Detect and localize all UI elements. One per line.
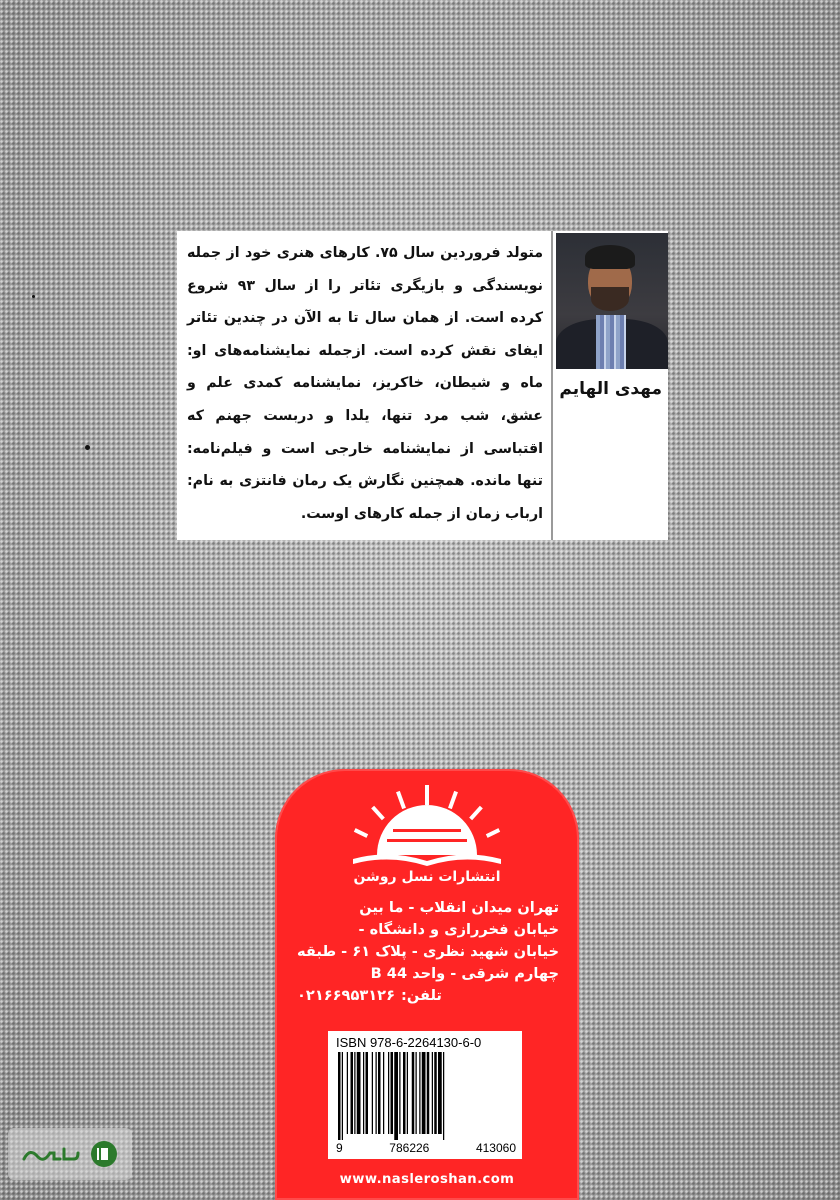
barcode-bar xyxy=(434,1052,437,1134)
ean-digits-middle: 786226 xyxy=(389,1141,430,1155)
ketabrah-watermark xyxy=(8,1128,132,1180)
barcode-bar xyxy=(407,1052,408,1134)
barcode-bar xyxy=(412,1052,415,1134)
barcode-bar xyxy=(376,1052,377,1134)
barcode-bar xyxy=(438,1052,442,1134)
barcode-bar xyxy=(372,1052,373,1134)
barcode-bar xyxy=(347,1052,348,1134)
barcode-bar xyxy=(432,1052,433,1134)
address-line: تهران میدان انقلاب - ما بین xyxy=(359,899,559,916)
barcode-bar xyxy=(419,1052,420,1134)
publisher-website[interactable]: www.nasleroshan.com xyxy=(339,1172,515,1187)
barcode-bar xyxy=(394,1052,398,1140)
publisher-name: انتشارات نسل روشن xyxy=(353,869,501,885)
barcode-bar xyxy=(357,1052,361,1134)
barcode-bar xyxy=(416,1052,417,1134)
phone-number: ۰۲۱۶۶۹۵۳۱۲۶ xyxy=(297,987,395,1004)
ean-digits xyxy=(336,1141,516,1155)
barcode-bars xyxy=(336,1052,516,1140)
barcode-bar xyxy=(391,1052,394,1134)
publisher-phone xyxy=(297,985,559,1007)
ean-digit-first: 9 xyxy=(336,1141,343,1155)
isbn-label: ISBN 978-6-2264130-6-0 xyxy=(336,1035,482,1050)
author-photo xyxy=(556,233,668,369)
author-bio-panel xyxy=(177,231,668,540)
author-name: مهدی الهایم xyxy=(559,379,662,399)
barcode-bar xyxy=(351,1052,354,1134)
author-bio-text: متولد فروردین سال ۷۵. کارهای هنری خود از جمله نویسندگی و بازیگری تئاتر را از سال ۹۳ شروع کرده است. از همان سال تا به الآن در چندین تئاتر ایفای نقش کرده است. ازجمله نمایشنامه‌های او: ماه و شیطان، خاکریز، نمایشنامه کمدی علم و عشق، شب مرد تنها، یلدا و دربست جهنم که اقتباسی از نمایشنامه خارجی است و فیلم‌نامه: تنها مانده. همچنین نگارش یک رمان فانتزی به نام: ارباب زمان از جمله کارهای اوست. xyxy=(187,245,543,522)
barcode-bar xyxy=(388,1052,389,1134)
publisher-card xyxy=(275,769,579,1200)
ketabrah-logo-icon xyxy=(88,1138,120,1170)
barcode-bar xyxy=(422,1052,426,1134)
barcode-bar xyxy=(338,1052,341,1140)
author-side-column xyxy=(551,231,668,540)
barcode-bar xyxy=(378,1052,381,1134)
phone-label: تلفن: xyxy=(400,987,442,1004)
barcode-bar xyxy=(399,1052,400,1134)
barcode-bar xyxy=(342,1052,343,1140)
address-line: خیابان شهید نظری - پلاک ۶۱ - طبقه xyxy=(297,943,559,960)
barcode-bar xyxy=(443,1052,444,1140)
barcode-bar xyxy=(403,1052,406,1134)
barcode-bar xyxy=(354,1052,355,1134)
address-line: خیابان فخررازی و دانشگاه - xyxy=(358,921,559,938)
ean-digits-last: 413060 xyxy=(475,1141,516,1155)
address-line: چهارم شرقی - واحد 44 B xyxy=(370,965,559,982)
barcode-bar xyxy=(363,1052,364,1134)
texture-speck xyxy=(85,445,90,450)
texture-speck xyxy=(32,295,35,298)
ketabrah-wordmark xyxy=(20,1141,84,1167)
barcode-bar xyxy=(366,1052,369,1134)
isbn-barcode xyxy=(328,1031,522,1159)
publisher-address xyxy=(297,897,559,1007)
barcode-bar xyxy=(383,1052,384,1134)
barcode-bar xyxy=(427,1052,430,1134)
